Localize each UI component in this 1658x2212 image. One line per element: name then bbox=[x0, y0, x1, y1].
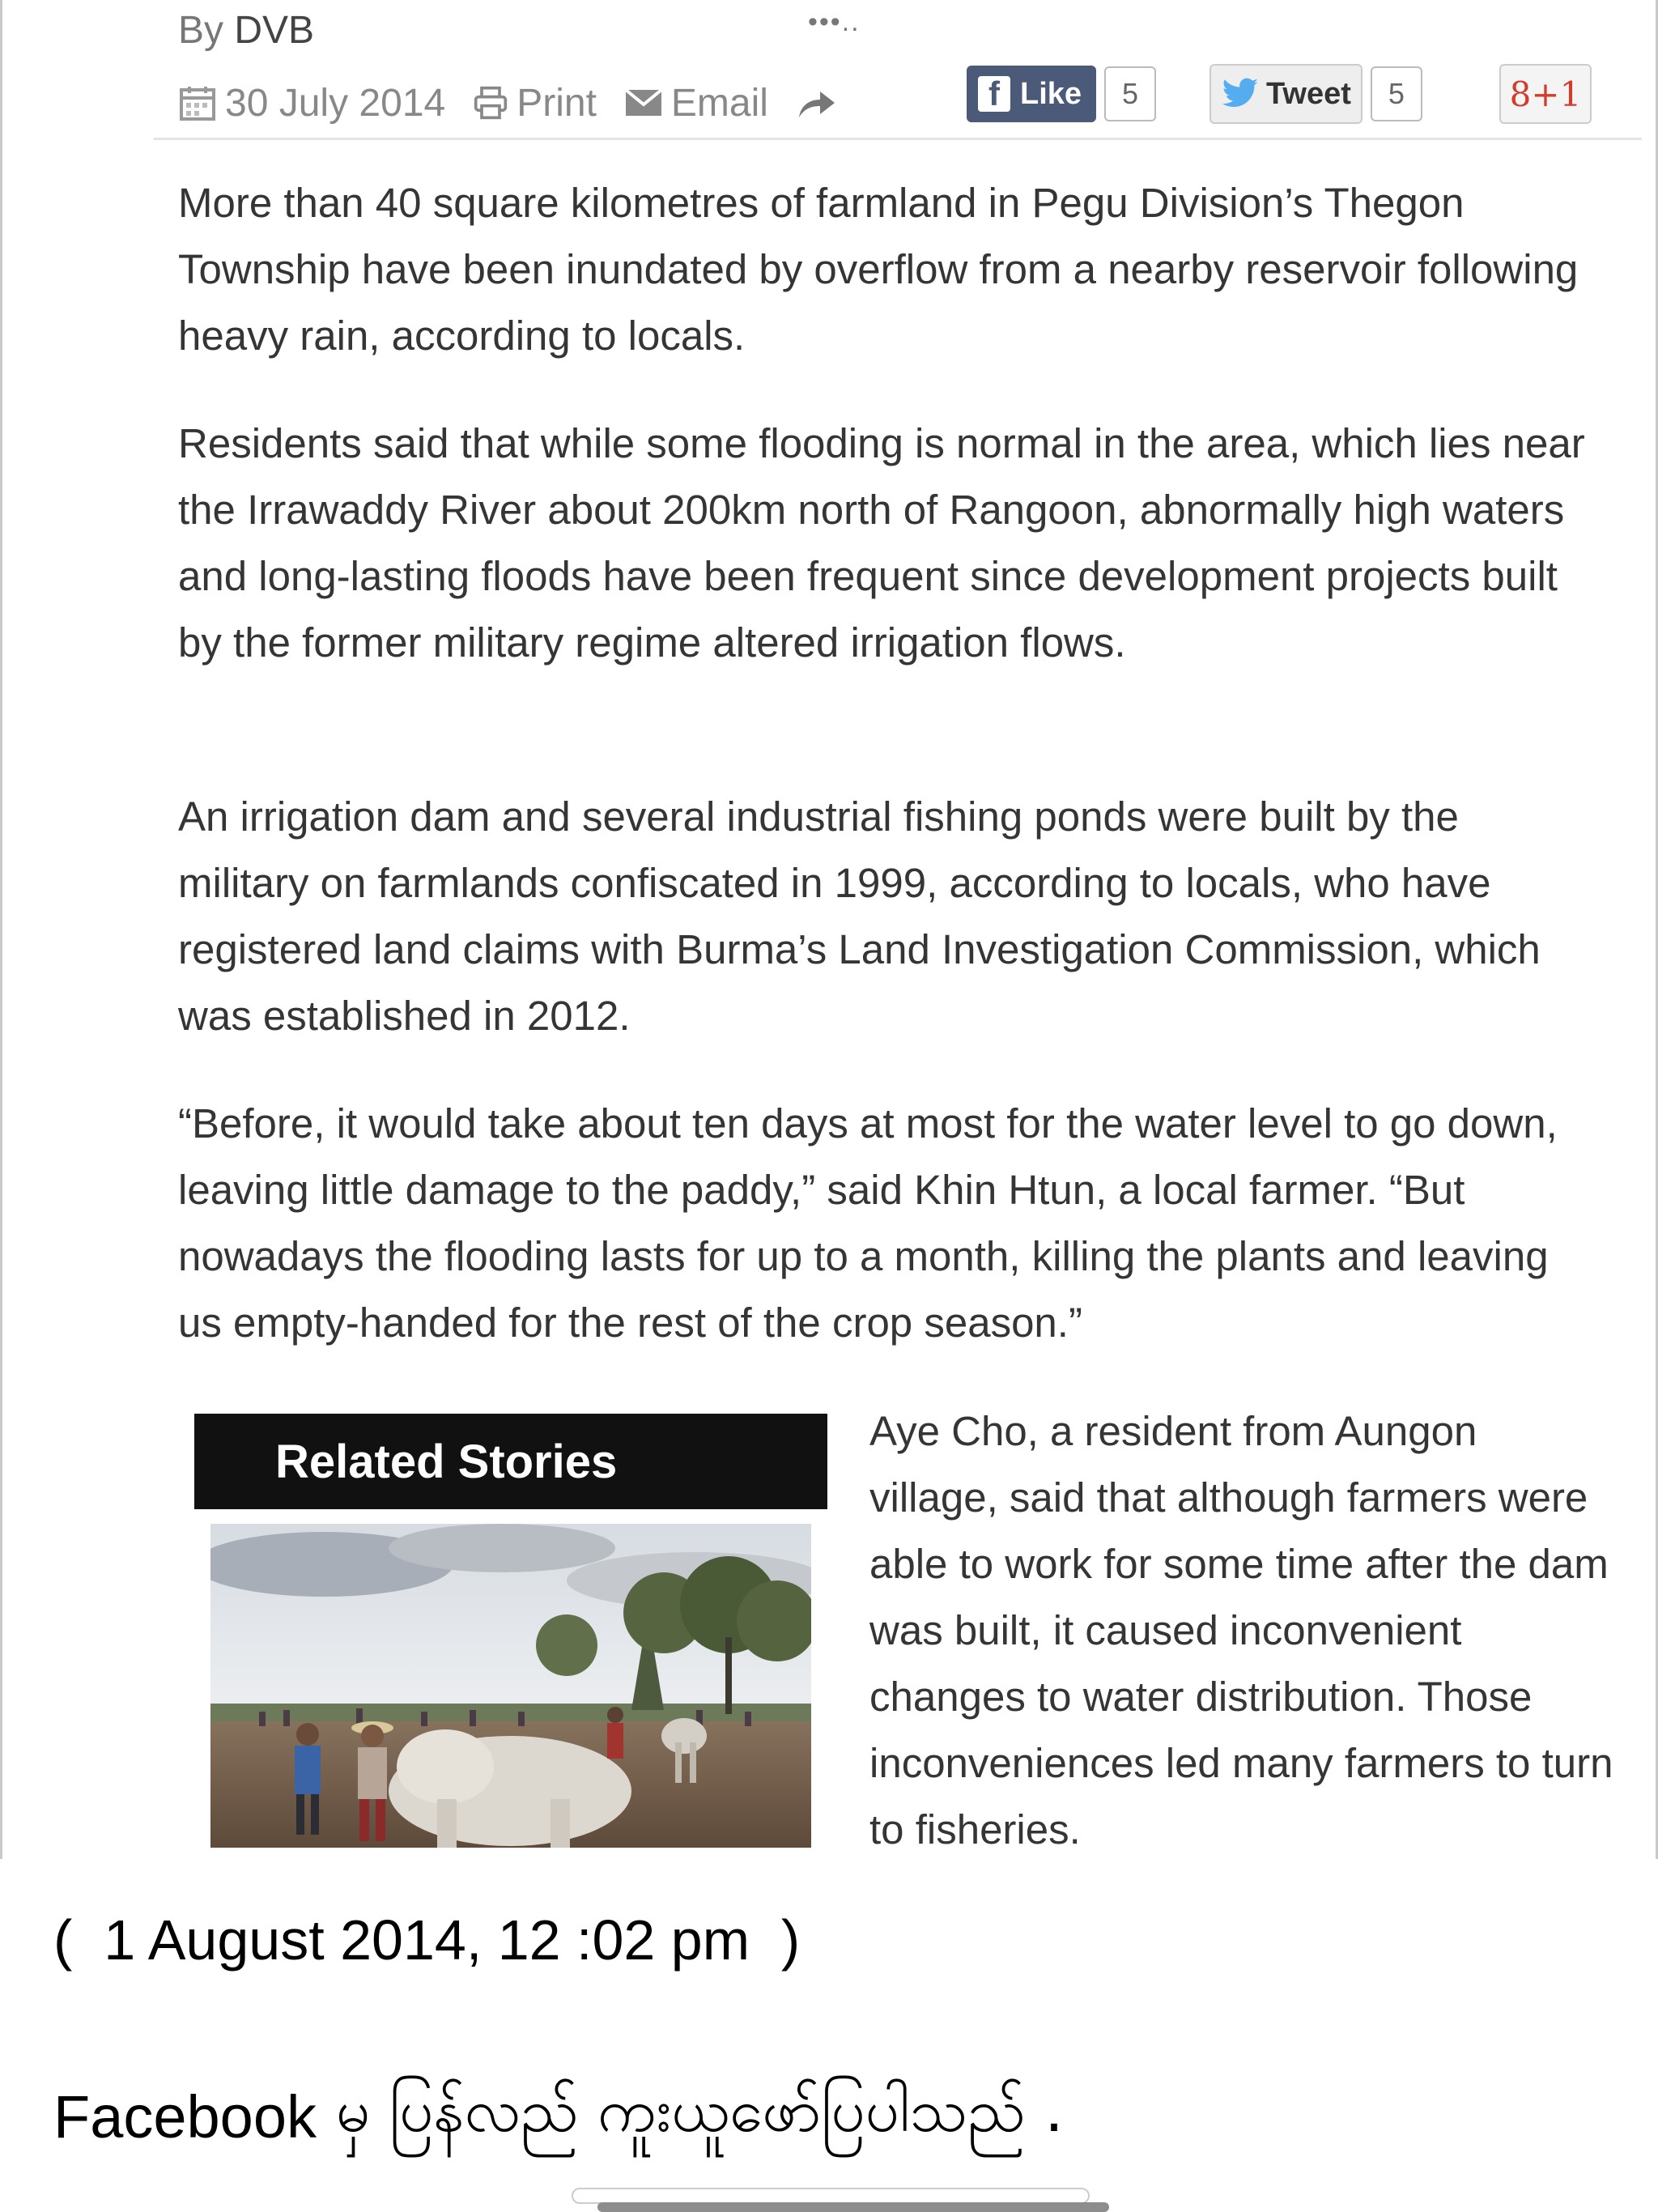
email-label: Email bbox=[670, 81, 768, 125]
share-button[interactable] bbox=[796, 85, 846, 121]
scroll-track bbox=[572, 2188, 1090, 2204]
tweet-button[interactable] bbox=[1209, 64, 1363, 124]
byline-prefix: By bbox=[178, 9, 224, 52]
facebook-like-widget bbox=[967, 63, 1156, 125]
article-paragraph-3: An irrigation dam and several industrial fishing ponds were built by the military on farmlands confiscated in 1999, according to locals, who have registered land claims with Burma’s Land Investigation Commission, which was established in 2012. bbox=[178, 793, 1541, 1039]
print-label: Print bbox=[517, 81, 597, 125]
email-button[interactable] bbox=[624, 81, 768, 125]
twitter-bird-icon bbox=[1221, 78, 1260, 110]
article-paragraph-1: More than 40 square kilometres of farmland in Pegu Division’s Thegon Township have been inundated by overflow from a nearby reservoir following heavy rain, according to locals. bbox=[178, 180, 1579, 359]
related-stories-heading: Related Stories bbox=[194, 1414, 827, 1509]
share-arrow-icon bbox=[796, 85, 838, 121]
tweet-count: 5 bbox=[1371, 66, 1422, 121]
like-count: 5 bbox=[1104, 66, 1156, 121]
tweet-label: Tweet bbox=[1266, 76, 1351, 111]
printer-icon bbox=[473, 85, 508, 121]
facebook-like-button[interactable] bbox=[967, 66, 1096, 122]
farmers-cattle-photo bbox=[210, 1524, 811, 1848]
source-note-burmese: မှ ပြန်လည် ကူးယူဖော်ပြပါသည် . bbox=[335, 2076, 1064, 2146]
envelope-icon bbox=[624, 87, 663, 119]
source-note bbox=[53, 2073, 1064, 2161]
related-stories-box bbox=[194, 1414, 827, 1848]
article-date: 30 July 2014 bbox=[225, 81, 446, 125]
scroll-indicator[interactable] bbox=[597, 2202, 1109, 2212]
byline bbox=[178, 8, 314, 53]
google-plus-button[interactable]: 8+1 bbox=[1499, 64, 1592, 124]
google-plus-widget bbox=[1499, 63, 1592, 125]
article-paragraph-4: “Before, it would take about ten days at most for the water level to go down, leaving little damage to the paddy,” said Khin Htun, a local farmer. “But nowadays the flooding lasts for up to a month, killing the plants and leaving us empty-handed for the rest of the crop season.” bbox=[178, 1100, 1558, 1346]
calendar-icon bbox=[178, 83, 217, 122]
tweet-widget bbox=[1209, 63, 1422, 125]
article-paragraph-2: Residents said that while some flooding is normal in the area, which lies near the Irrawaddy River about 200km north of Rangoon, abnormally high waters and long-lasting floods have been frequent since development projects built by the former military regime altered irrigation flows. bbox=[178, 420, 1585, 666]
repost-timestamp: ( 1 August 2014, 12 :02 pm ) bbox=[53, 1908, 801, 1972]
related-story-photo[interactable] bbox=[210, 1524, 811, 1848]
print-button[interactable] bbox=[473, 81, 597, 125]
article-meta-row bbox=[178, 74, 874, 131]
date-item bbox=[178, 81, 445, 125]
facebook-icon: f bbox=[978, 76, 1010, 112]
like-label: Like bbox=[1020, 76, 1082, 111]
meta-divider bbox=[154, 138, 1642, 140]
byline-author[interactable]: DVB bbox=[234, 9, 315, 52]
source-note-facebook: Facebook bbox=[53, 2083, 317, 2150]
side-paragraph: Aye Cho, a resident from Aungon village, said that although farmers were able to work for some time after the dam was built, it caused inconvenient changes to water distribution. Those inconveniences led many farmers to turn to fisheries. bbox=[869, 1408, 1613, 1853]
more-dots-indicator: •••.. bbox=[808, 6, 861, 37]
